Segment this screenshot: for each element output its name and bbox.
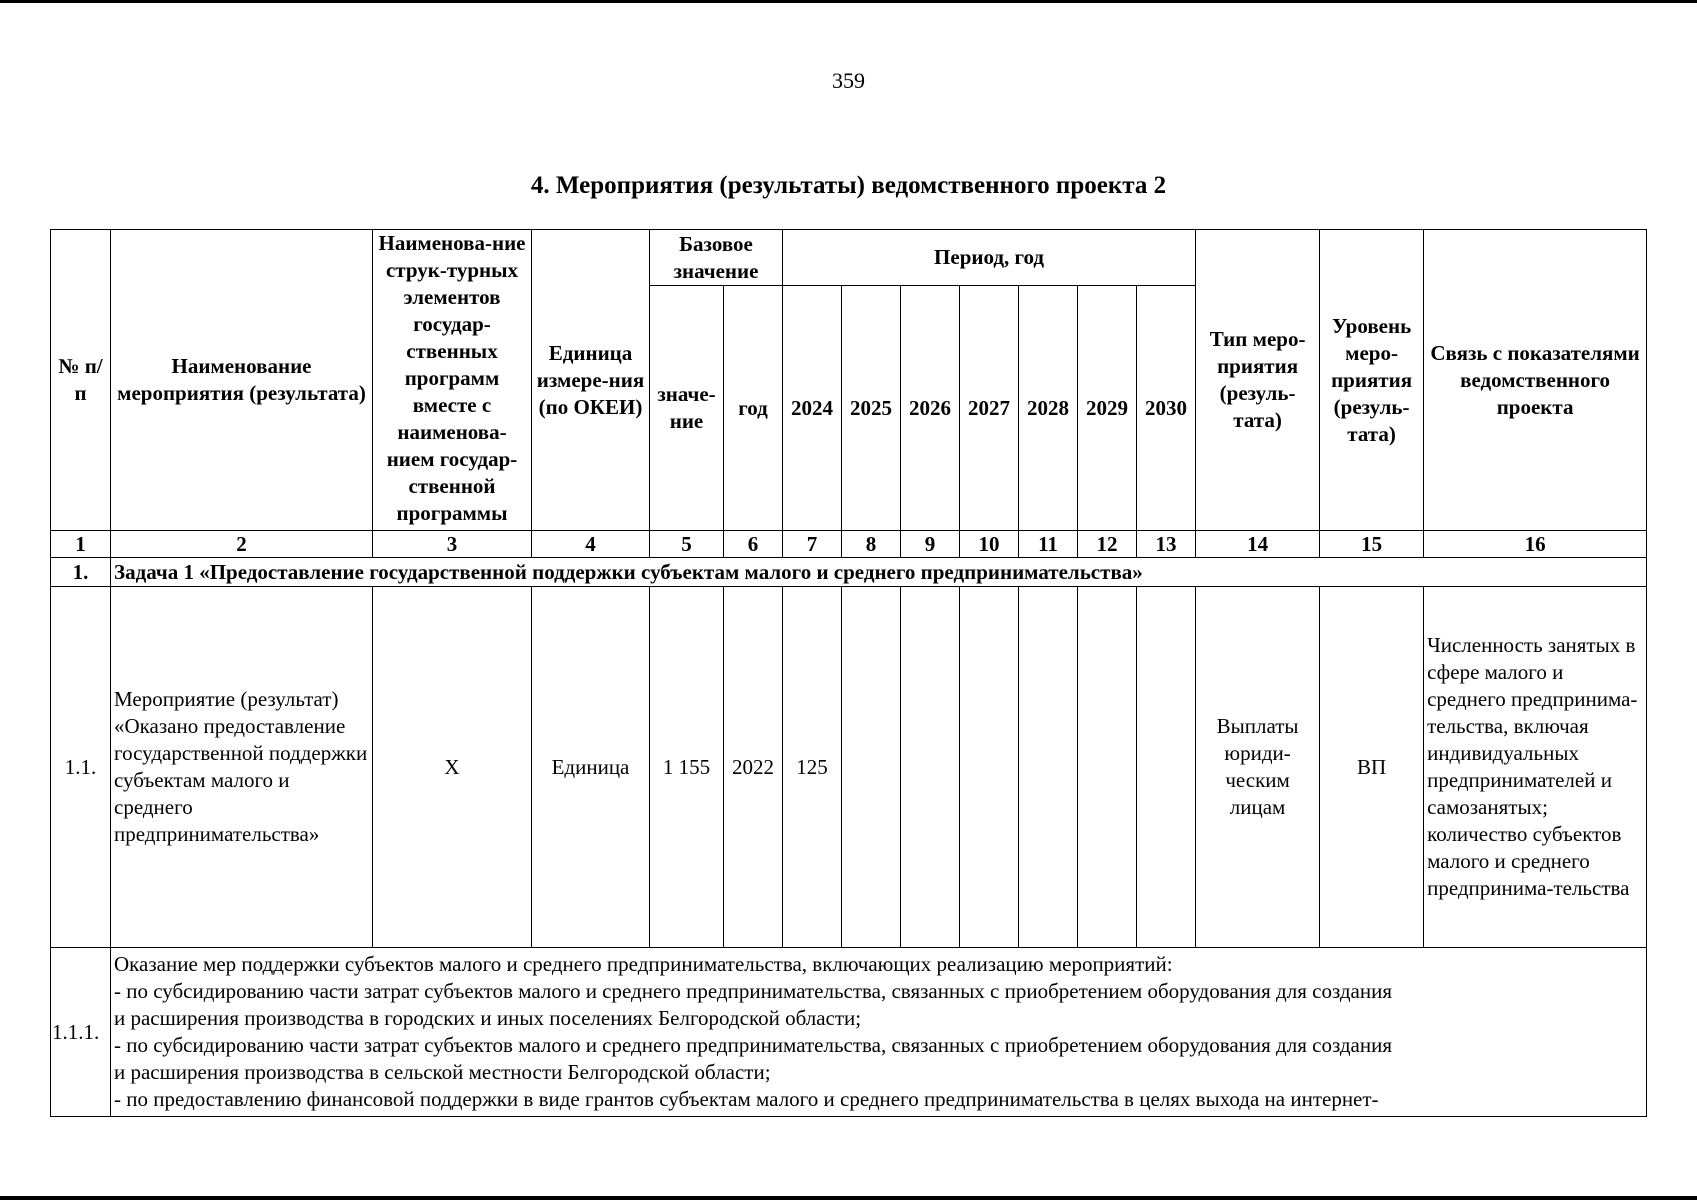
measures-table	[50, 229, 1647, 1117]
item-value-2024: 125	[783, 587, 842, 948]
header-year-2025: 2025	[842, 286, 901, 531]
column-number: 14	[1196, 531, 1320, 558]
header-unit: Единица измере-ния (по ОКЕИ)	[532, 230, 650, 531]
header-base: Базовое значение	[650, 230, 783, 286]
top-border-line	[0, 0, 1697, 3]
item-unit: Единица	[532, 587, 650, 948]
column-number: 11	[1019, 531, 1078, 558]
column-number: 2	[111, 531, 373, 558]
subitem-line: - по субсидированию части затрат субъектов малого и среднего предпринимательства, связанных с приобретением оборудования для создания	[114, 1033, 1393, 1057]
item-name: Мероприятие (результат) «Оказано предоставление государственной поддержки субъектам малого и среднего предпринимательства»	[111, 587, 373, 948]
subitem-text	[111, 948, 1647, 1117]
subitem-line: и расширения производства в городских и иных поселениях Белгородской области;	[114, 1006, 862, 1030]
subitem-line: - по предоставлению финансовой поддержки в виде грантов субъектам малого и среднего предпринимательства в целях выхода на интернет-	[114, 1087, 1379, 1111]
subitem-line: Оказание мер поддержки субъектов малого и среднего предпринимательства, включающих реализацию мероприятий:	[114, 952, 1173, 976]
item-value-2025	[842, 587, 901, 948]
header-period: Период, год	[783, 230, 1196, 286]
column-number: 5	[650, 531, 724, 558]
item-struct: Х	[373, 587, 532, 948]
item-base-value: 1 155	[650, 587, 724, 948]
column-number: 15	[1320, 531, 1424, 558]
column-number: 3	[373, 531, 532, 558]
section-title: 4. Мероприятия (результаты) ведомственного проекта 2	[530, 172, 1167, 199]
header-year-2030: 2030	[1137, 286, 1196, 531]
bottom-border-line	[0, 1196, 1697, 1200]
subitem-number: 1.1.1.	[51, 948, 111, 1117]
subitem-line: и расширения производства в сельской местности Белгородской области;	[114, 1060, 771, 1084]
item-number: 1.1.	[51, 587, 111, 948]
header-level: Уровень меро-приятия (резуль-тата)	[1320, 230, 1424, 531]
column-number: 7	[783, 531, 842, 558]
header-year-2029: 2029	[1078, 286, 1137, 531]
item-value-2027	[960, 587, 1019, 948]
column-number: 12	[1078, 531, 1137, 558]
item-value-2028	[1019, 587, 1078, 948]
item-type: Выплаты юриди-ческим лицам	[1196, 587, 1320, 948]
header-base-year: год	[724, 286, 783, 531]
header-year-2028: 2028	[1019, 286, 1078, 531]
item-value-2029	[1078, 587, 1137, 948]
column-number: 16	[1424, 531, 1647, 558]
subitem-line: - по субсидированию части затрат субъектов малого и среднего предпринимательства, связанных с приобретением оборудования для создания	[114, 979, 1393, 1003]
table-row	[51, 948, 1647, 1117]
header-year-2026: 2026	[901, 286, 960, 531]
column-number: 10	[960, 531, 1019, 558]
header-struct: Наименова-ние струк-турных элементов государ-ственных программ вместе с наименова-нием государ-ственной программы	[373, 230, 532, 531]
header-type: Тип меро-приятия (резуль-тата)	[1196, 230, 1320, 531]
item-base-year: 2022	[724, 587, 783, 948]
item-level: ВП	[1320, 587, 1424, 948]
header-name: Наименование мероприятия (результата)	[111, 230, 373, 531]
task-number: 1.	[51, 558, 111, 587]
column-number: 9	[901, 531, 960, 558]
header-base-value: значе-ние	[650, 286, 724, 531]
item-link: Численность занятых в сфере малого и среднего предпринима-тельства, включая индивидуальных предпринимателей и самозанятых; количество субъектов малого и среднего предпринима-тельства	[1424, 587, 1647, 948]
column-number: 4	[532, 531, 650, 558]
header-year-2027: 2027	[960, 286, 1019, 531]
column-number-row	[51, 531, 1647, 558]
task-row	[51, 558, 1647, 587]
column-number: 8	[842, 531, 901, 558]
item-value-2030	[1137, 587, 1196, 948]
header-year-2024: 2024	[783, 286, 842, 531]
header-link: Связь с показателями ведомственного проекта	[1424, 230, 1647, 531]
column-number: 6	[724, 531, 783, 558]
page-number: 359	[832, 68, 865, 93]
header-num: № п/п	[51, 230, 111, 531]
column-number: 13	[1137, 531, 1196, 558]
item-value-2026	[901, 587, 960, 948]
column-number: 1	[51, 531, 111, 558]
task-title: Задача 1 «Предоставление государственной поддержки субъектам малого и среднего предпринимательства»	[111, 558, 1647, 587]
table-row	[51, 587, 1647, 948]
